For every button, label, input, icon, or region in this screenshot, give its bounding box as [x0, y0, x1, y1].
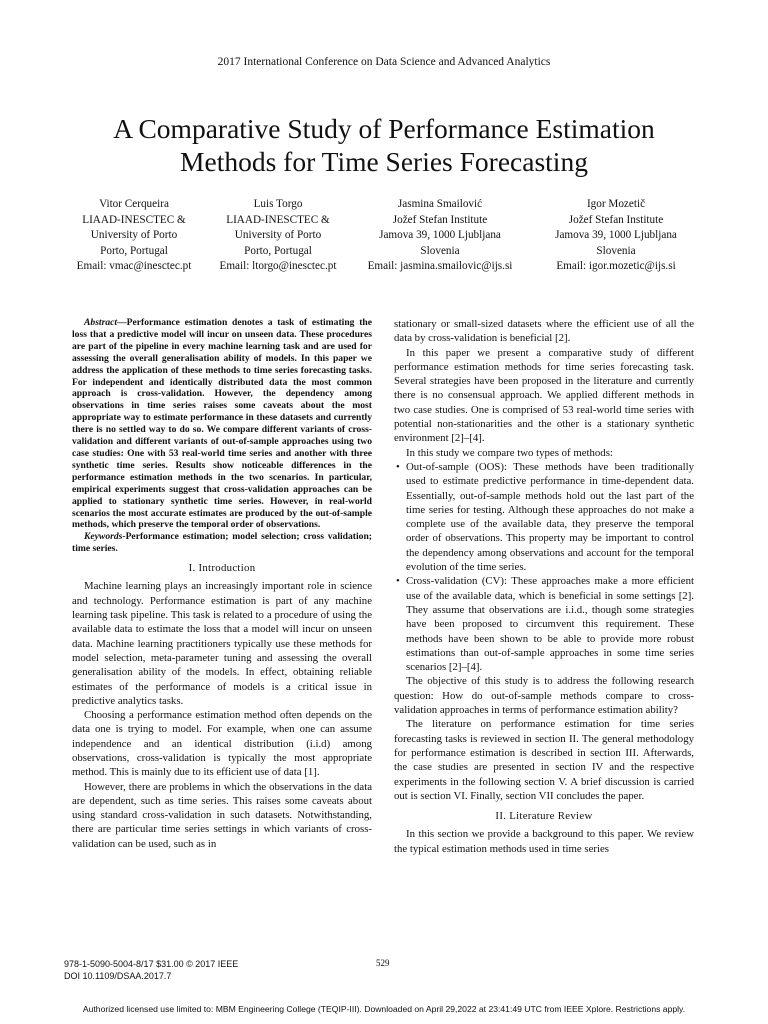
bullet-text: Out-of-sample (OOS): These methods have been traditionally used to estimate predictive performance in time-dependent data. Essentially, out-of-sample methods hold out the last part of the time series for testing. Although these approaches do not make a complete use of the available data, they preserve the temporal order of observations. This property may be important to control the dependency among observations and account for the temporal evolution of the time series. [406, 460, 694, 574]
paragraph: In this section we provide a background to this paper. We review the typical estimation methods used in time series [394, 828, 694, 855]
author-name: Jasmina Smailović [397, 198, 483, 210]
author-email: Email: vmac@inesctec.pt [76, 260, 192, 273]
author-block [64, 197, 704, 275]
paragraph: In this study we compare two types of methods: [406, 446, 613, 459]
author-name: Luis Torgo [253, 198, 303, 210]
bullet-item [394, 574, 694, 674]
author-name: Vitor Cerqueira [99, 198, 169, 210]
footer-doi: DOI 10.1109/DSAA.2017.7 [64, 971, 172, 981]
author-email: Email: jasmina.smailovic@ijs.si [367, 260, 513, 273]
abstract [72, 317, 372, 531]
author-affiliation: LIAAD-INESCTEC & [82, 213, 186, 226]
title-line-2: Methods for Time Series Forecasting [180, 146, 588, 177]
author-affiliation: LIAAD-INESCTEC & [226, 213, 330, 226]
author-email: Email: ltorgo@inesctec.pt [219, 260, 337, 273]
author-1 [64, 197, 204, 275]
author-3 [352, 197, 528, 275]
keywords [72, 531, 372, 555]
author-2 [204, 197, 352, 275]
section-heading-introduction: I. Introduction [188, 562, 256, 575]
author-affiliation: Jožef Stefan Institute [568, 213, 664, 226]
author-email: Email: igor.mozetic@ijs.si [556, 260, 676, 273]
abstract-label: Abstract [84, 317, 118, 328]
license-notice: Authorized licensed use limited to: MBM Engineering College (TEQIP-III). Downloaded on April 29,2022 at 23:41:49 UTC from IEEE Xplore. Restrictions apply. [82, 1004, 686, 1014]
keywords-text: -Performance estimation; model selection; cross validation; time series. [72, 531, 372, 555]
keywords-label: Keywords [84, 531, 123, 543]
right-column [394, 317, 694, 856]
paragraph: The literature on performance estimation for time series forecasting tasks is reviewed in section II. The general methodology for performance estimation is described in section III. Afterwards, the case studies are presented in section IV and the respective experiments in the following section V. A brief discussion is carried out is section VI. Finally, section VII concludes the paper. [394, 718, 694, 802]
paragraph: Choosing a performance estimation method often depends on the data one is trying to model. For example, when one can assume independence and an identical distribution (i.i.d) among observations, cross-validation is typically the most appropriate method. This is mainly due to its efficient use of data [1]. [72, 709, 372, 779]
bullet-item [394, 460, 694, 574]
author-name: Igor Mozetič [586, 198, 646, 210]
footer-copyright [64, 958, 238, 982]
paragraph: In this paper we present a comparative study of different performance estimation methods for time series forecasting task. Several strategies have been proposed in the literature and currently there is no consensual approach. We applied different methods in two case studies. One is comprised of 53 real-world time series with potential non-stationarities and the other is a stationary synthetic environment [2]–[4]. [394, 346, 694, 445]
author-affiliation: Jamova 39, 1000 Ljubljana [555, 229, 677, 242]
paper-title [0, 112, 768, 178]
page-number: 529 [376, 958, 390, 968]
title-line-1: A Comparative Study of Performance Estimation [113, 113, 655, 144]
footer-isbn: 978-1-5090-5004-8/17 $31.00 © 2017 IEEE [64, 959, 239, 969]
bullet-text: Cross-validation (CV): These approaches make a more efficient use of the available data, which is beneficial in some settings [2]. They assume that observations are i.i.d., though some strategies have been proposed to circumvent this requirement. These methods have been shown to be able to provide more robust estimations than out-of-sample approaches in some time series scenarios [2]–[4]. [406, 575, 694, 674]
paragraph: Machine learning plays an increasingly important role in science and technology. Performance estimation is part of any machine learning task pipeline. This task is related to a procedure of using the available data to estimate the loss that a model will incur on unseen data. Machine learning practitioners typically use these methods for model selection, meta-parameter tuning and assessing the overall generalisation ability of the models. In effect, obtaining reliable estimates of the performance of models is a critical issue in predictive analytics tasks. [72, 580, 372, 707]
author-affiliation: Jožef Stefan Institute [392, 213, 488, 226]
author-affiliation: Slovenia [596, 244, 636, 257]
author-affiliation: University of Porto [234, 229, 322, 242]
left-column [72, 317, 372, 851]
author-affiliation: University of Porto [90, 229, 178, 242]
paragraph: The objective of this study is to address the following research question: How do out-of-sample methods compare to cross-validation approaches in terms of performance estimation ability? [394, 675, 694, 717]
conference-header: 2017 International Conference on Data Science and Advanced Analytics [217, 56, 551, 68]
author-affiliation: Porto, Portugal [244, 244, 312, 257]
abstract-text: —Performance estimation denotes a task of estimating the loss that a predictive model will incur on unseen data. These procedures are part of the pipeline in every machine learning task and are used for assessing the overall generalisation ability of models. In this paper we address the application of these methods to time series forecasting tasks. For independent and identically distributed data the most common approach is cross-validation. However, the dependency among observations in time series raises some caveats about the most appropriate way to estimate performance in these datasets and currently there is no settled way to do so. We compare different variants of cross-validation and different variants of out-of-sample approaches using two case studies: One with 53 real-world time series and another with three synthetic time series. Results show noticeable differences in the performance estimation methods in the two scenarios. In particular, empirical experiments suggest that cross-validation approaches can be applied to stationary synthetic time series. However, in real-world scenarios the most accurate estimates are produced by the out-of-sample methods, which preserve the temporal order of observations. [72, 317, 372, 531]
paragraph: However, there are problems in which the observations in the data are dependent, such as time series. This raises some caveats about using standard cross-validation in such datasets. Notwithstanding, there are particular time series settings in which variants of cross-validation can be used, such as in [72, 780, 372, 850]
author-affiliation: Porto, Portugal [100, 244, 168, 257]
section-heading-literature-review: II. Literature Review [495, 810, 593, 823]
author-4 [528, 197, 704, 275]
author-affiliation: Slovenia [420, 244, 460, 257]
paragraph: stationary or small-sized datasets where the efficient use of all the data by cross-validation is beneficial [2]. [394, 318, 694, 345]
author-affiliation: Jamova 39, 1000 Ljubljana [379, 229, 501, 242]
bullet-icon: • [396, 460, 400, 473]
bullet-icon: • [396, 575, 400, 588]
